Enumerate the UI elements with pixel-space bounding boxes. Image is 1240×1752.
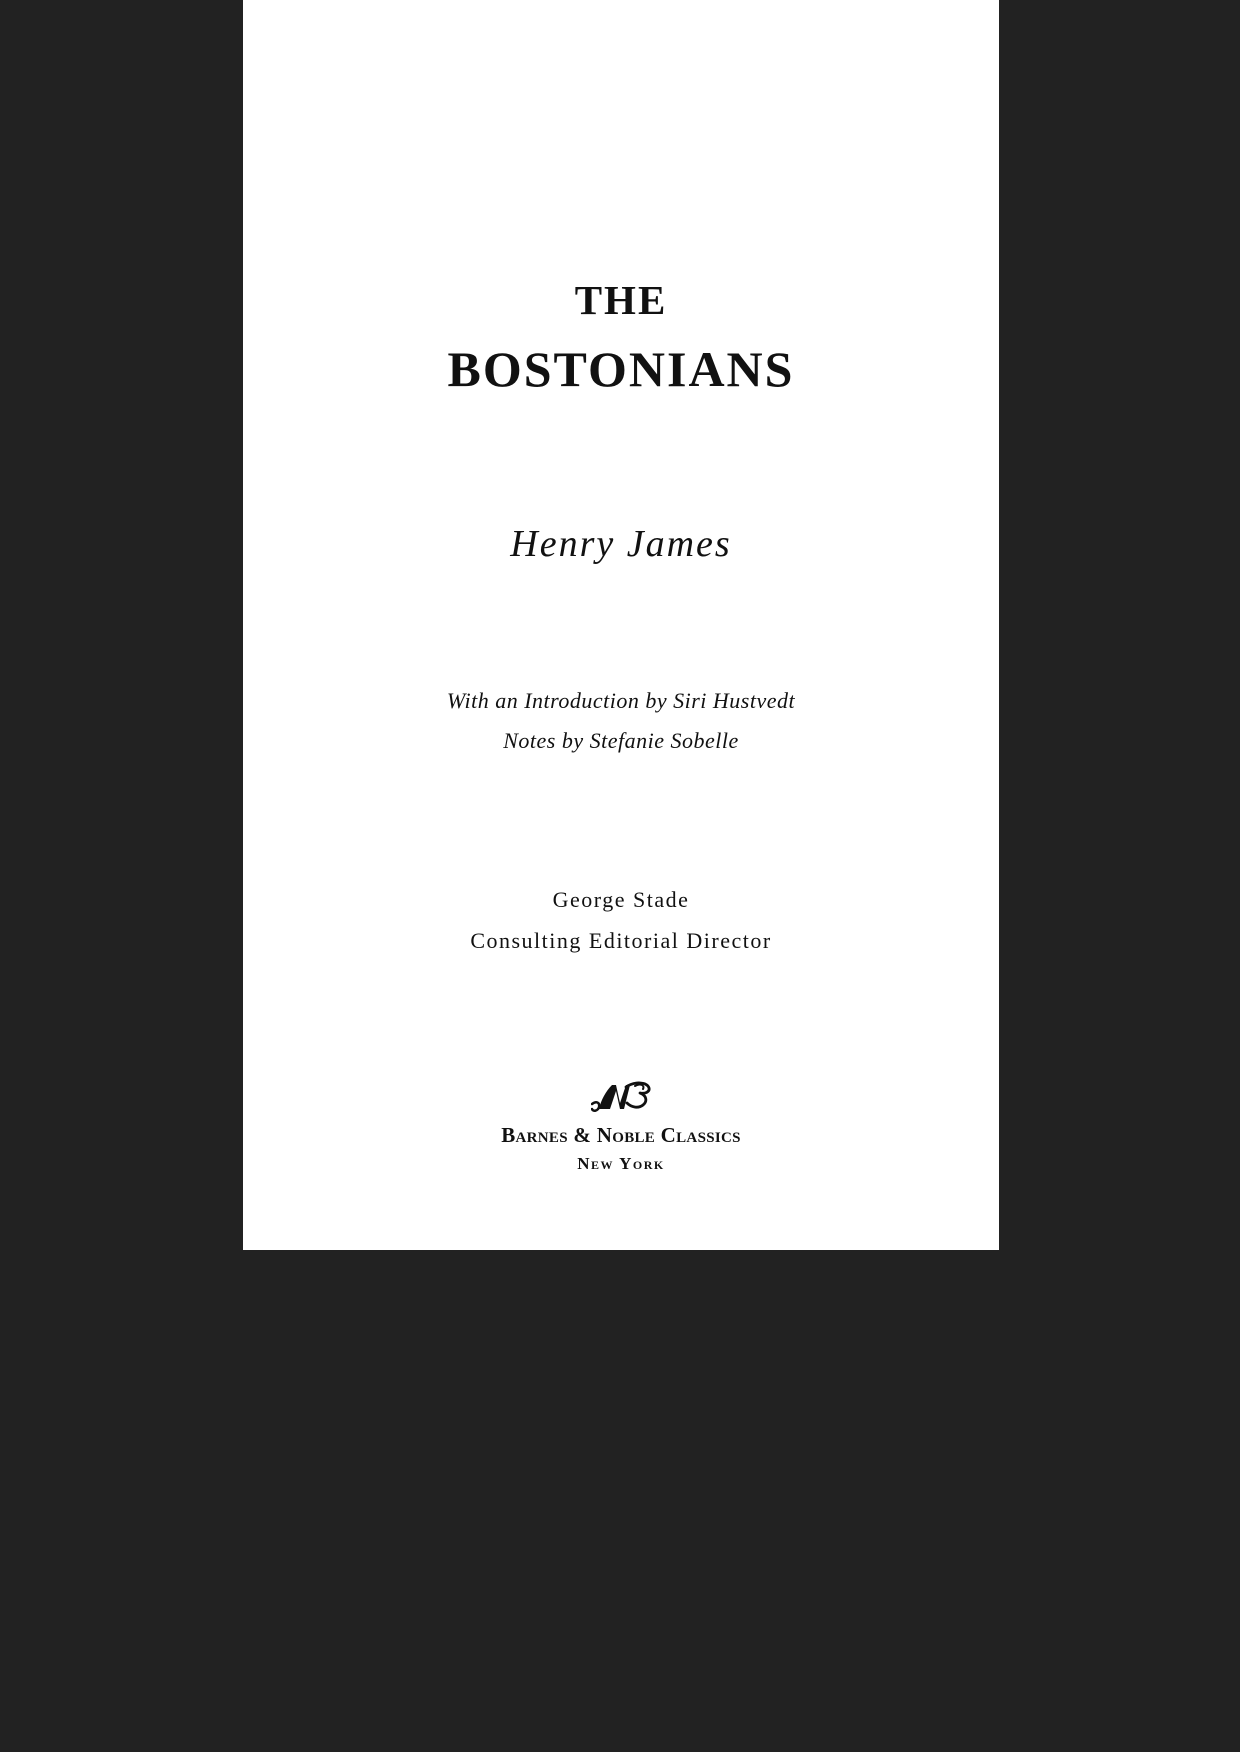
publisher-city: New York: [577, 1154, 665, 1173]
book-title: BOSTONIANS: [447, 341, 795, 397]
introduction-credit: With an Introduction by Siri Hustvedt: [446, 688, 796, 713]
editor-role: Consulting Editorial Director: [470, 928, 772, 953]
publisher-logo-icon: [591, 1080, 653, 1114]
title-page: [243, 0, 999, 1250]
editor-name: George Stade: [552, 887, 690, 912]
author-name: Henry James: [510, 523, 732, 565]
notes-credit: Notes by Stefanie Sobelle: [503, 728, 739, 753]
title-prefix: THE: [574, 277, 668, 323]
publisher-name: Barnes & Noble Classics: [501, 1123, 741, 1147]
